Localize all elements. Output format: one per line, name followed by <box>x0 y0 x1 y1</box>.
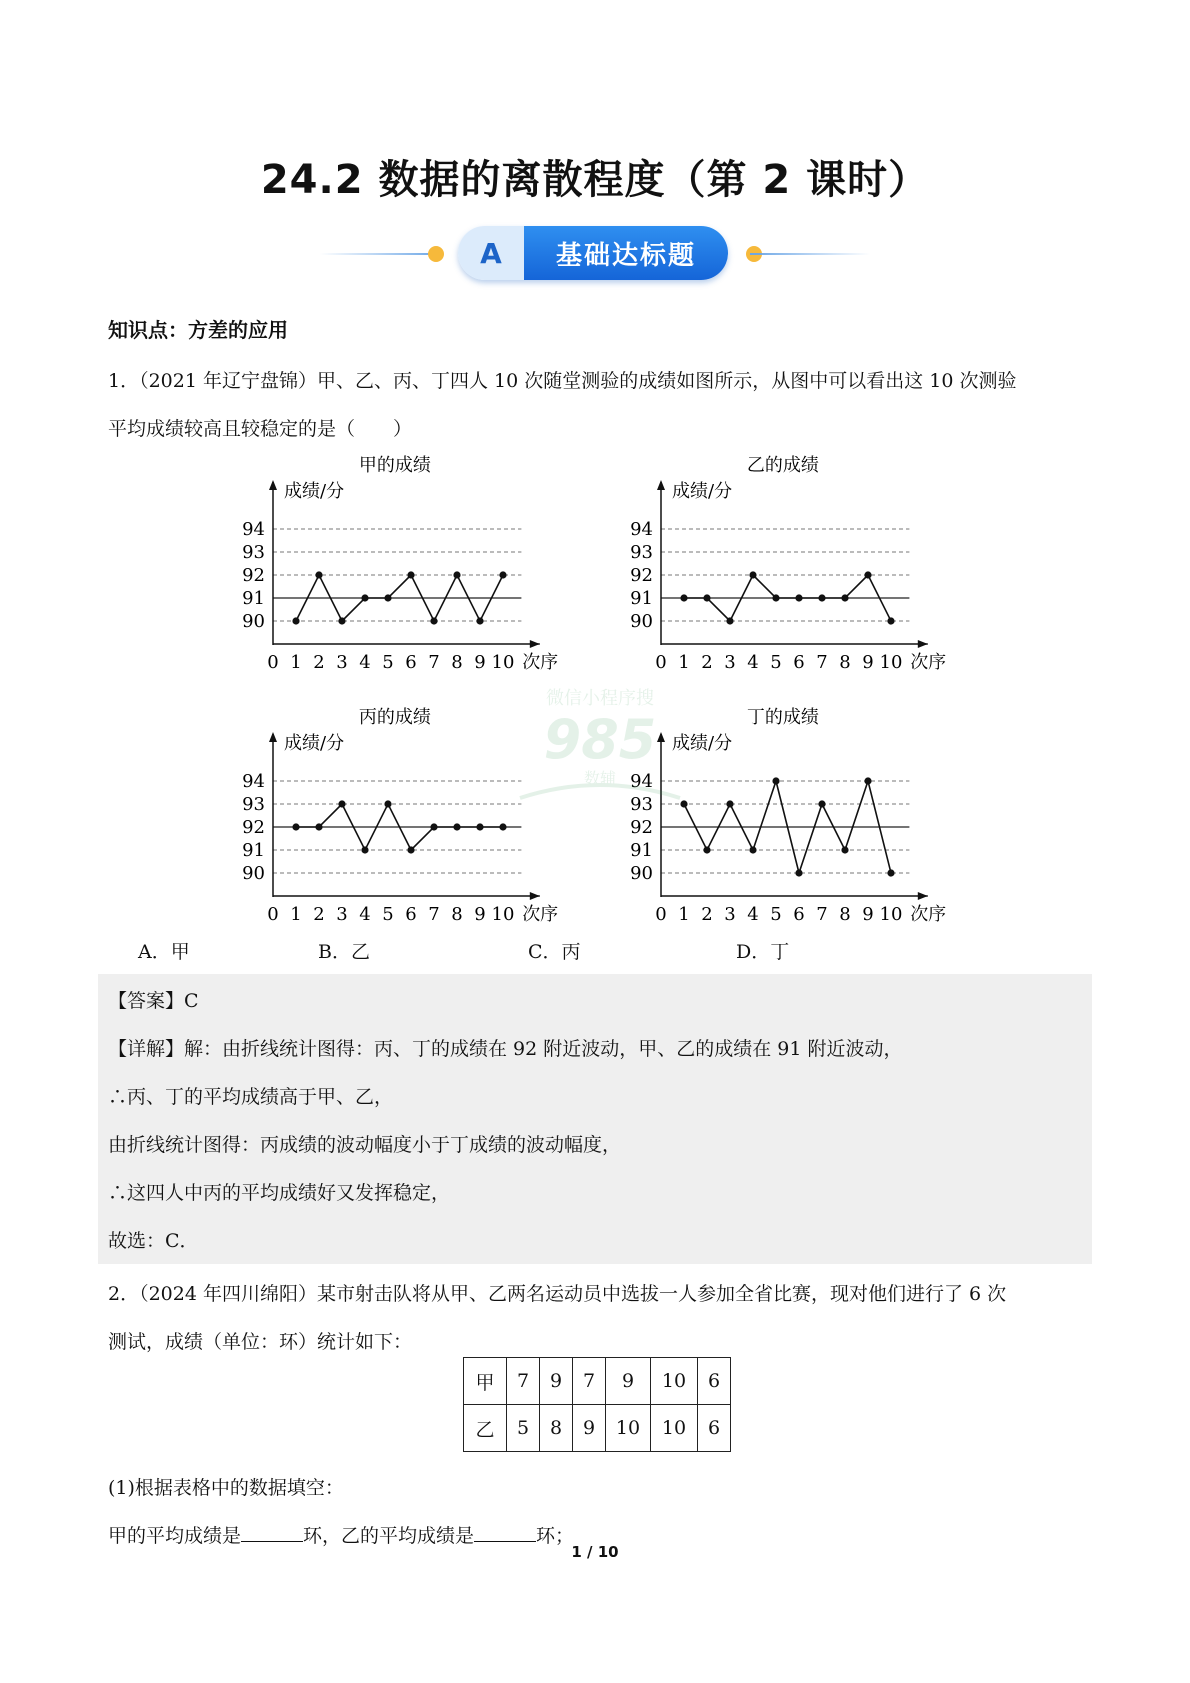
y-tick-label: 91 <box>630 840 653 861</box>
y-tick-label: 93 <box>630 794 653 815</box>
x-tick-label: 9 <box>862 904 874 925</box>
table-cell: 乙 <box>464 1405 507 1452</box>
x-axis-arrow-icon <box>530 640 540 648</box>
data-point <box>407 571 414 578</box>
chart-jia <box>240 452 580 684</box>
table-cell: 5 <box>507 1405 540 1452</box>
y-tick-label: 94 <box>242 519 265 540</box>
data-point <box>841 594 848 601</box>
y-tick-label: 94 <box>630 771 653 792</box>
x-tick-label: 8 <box>839 652 851 673</box>
question-1-options <box>0 937 1190 967</box>
table-cell: 9 <box>606 1358 651 1405</box>
data-point <box>795 594 802 601</box>
x-tick-label: 3 <box>724 904 736 925</box>
data-point <box>453 823 460 830</box>
x-tick-label: 0 <box>267 904 279 925</box>
x-tick-label: 8 <box>451 904 463 925</box>
x-tick-label: 5 <box>382 652 394 673</box>
x-axis-label: 次序 <box>522 652 559 673</box>
data-point <box>384 594 391 601</box>
data-point <box>680 594 687 601</box>
x-tick-label: 7 <box>428 652 440 673</box>
question-2-line-1: 2．（2024 年四川绵阳）某市射击队将从甲、乙两名运动员中选拔一人参加全省比赛，现对他们进行了 6 次 <box>108 1283 1007 1305</box>
data-point <box>818 594 825 601</box>
y-tick-label: 93 <box>242 542 265 563</box>
y-tick-label: 91 <box>630 588 653 609</box>
data-point <box>703 594 710 601</box>
data-point <box>749 571 756 578</box>
data-point <box>361 846 368 853</box>
x-tick-label: 8 <box>839 904 851 925</box>
banner-line-right <box>750 253 870 255</box>
x-tick-label: 3 <box>336 904 348 925</box>
explanation-line-1: 【详解】解：由折线统计图得：丙、丁的成绩在 92 附近波动，甲、乙的成绩在 91 附近波动， <box>108 1038 903 1060</box>
data-point <box>887 617 894 624</box>
y-tick-label: 90 <box>630 611 653 632</box>
chart-title: 丁的成绩 <box>746 707 819 728</box>
x-tick-label: 1 <box>678 904 690 925</box>
data-point <box>292 823 299 830</box>
y-axis-label: 成绩/分 <box>284 733 345 754</box>
table-cell: 6 <box>698 1405 731 1452</box>
table-row <box>464 1405 731 1452</box>
table-cell: 10 <box>606 1405 651 1452</box>
data-point <box>772 594 779 601</box>
x-tick-label: 3 <box>336 652 348 673</box>
watermark-line-1: 微信小程序搜 <box>546 688 654 709</box>
y-tick-label: 94 <box>630 519 653 540</box>
level-banner <box>310 222 880 284</box>
x-tick-label: 7 <box>816 652 828 673</box>
x-tick-label: 7 <box>428 904 440 925</box>
x-tick-label: 1 <box>290 652 302 673</box>
question-1-line-2: 平均成绩较高且较稳定的是（ ） <box>108 418 413 440</box>
chart-title: 丙的成绩 <box>358 707 431 728</box>
banner-label: 基础达标题 <box>524 226 728 280</box>
explanation-line-4: ∴这四人中丙的平均成绩好又发挥稳定， <box>108 1182 451 1204</box>
x-tick-label: 7 <box>816 904 828 925</box>
x-tick-label: 9 <box>862 652 874 673</box>
table-cell: 8 <box>540 1405 573 1452</box>
section-heading: 知识点：方差的应用 <box>108 318 288 342</box>
banner-badge: A <box>458 226 524 280</box>
data-point <box>476 823 483 830</box>
x-tick-label: 9 <box>474 904 486 925</box>
fill-text-a: 甲的平均成绩是 <box>108 1525 242 1547</box>
table-row <box>464 1358 731 1405</box>
banner-line-left <box>320 253 440 255</box>
data-point <box>315 571 322 578</box>
y-axis-label: 成绩/分 <box>284 481 345 502</box>
x-tick-label: 0 <box>655 652 667 673</box>
data-point <box>726 800 733 807</box>
score-table <box>463 1357 731 1452</box>
x-tick-label: 6 <box>405 904 417 925</box>
x-axis-arrow-icon <box>918 640 928 648</box>
data-point <box>292 617 299 624</box>
data-point <box>476 617 483 624</box>
option-a[interactable]: A．甲 <box>138 941 190 963</box>
x-axis-label: 次序 <box>910 904 947 925</box>
watermark-number: 985 <box>543 708 657 771</box>
data-point <box>703 846 710 853</box>
y-axis-arrow-icon <box>657 480 665 490</box>
option-d[interactable]: D．丁 <box>736 941 790 963</box>
data-point <box>818 800 825 807</box>
x-tick-label: 10 <box>879 904 903 925</box>
data-point <box>407 846 414 853</box>
x-tick-label: 6 <box>793 904 805 925</box>
y-tick-label: 90 <box>630 863 653 884</box>
y-tick-label: 93 <box>630 542 653 563</box>
banner-pill <box>458 226 728 280</box>
chart-bing <box>240 704 580 936</box>
data-point <box>453 571 460 578</box>
y-tick-label: 92 <box>630 565 653 586</box>
question-1-line-1: 1．（2021 年辽宁盘锦）甲、乙、丙、丁四人 10 次随堂测验的成绩如图所示，从图中可以看出这 10 次测验 <box>108 370 1017 392</box>
y-tick-label: 92 <box>242 565 265 586</box>
x-tick-label: 6 <box>793 652 805 673</box>
x-axis-label: 次序 <box>910 652 947 673</box>
x-tick-label: 1 <box>678 652 690 673</box>
data-point <box>384 800 391 807</box>
y-axis-arrow-icon <box>657 732 665 742</box>
x-tick-label: 10 <box>491 904 515 925</box>
x-tick-label: 2 <box>701 904 713 925</box>
data-point <box>430 617 437 624</box>
answer-blank-yi[interactable] <box>474 1523 536 1542</box>
x-tick-label: 0 <box>655 904 667 925</box>
x-tick-label: 8 <box>451 652 463 673</box>
data-point <box>841 846 848 853</box>
x-tick-label: 5 <box>770 652 782 673</box>
table-cell: 7 <box>573 1358 606 1405</box>
fill-text-b: 环，乙的平均成绩是 <box>303 1525 475 1547</box>
data-point <box>338 617 345 624</box>
x-tick-label: 2 <box>313 904 325 925</box>
explanation-line-5: 故选：C． <box>108 1230 199 1252</box>
x-tick-label: 5 <box>382 904 394 925</box>
answer-panel <box>98 974 1092 1264</box>
table-cell: 10 <box>651 1405 698 1452</box>
x-tick-label: 9 <box>474 652 486 673</box>
page-title: 24.2 数据的离散程度（第 2 课时） <box>260 157 930 203</box>
x-tick-label: 2 <box>313 652 325 673</box>
table-cell: 10 <box>651 1358 698 1405</box>
banner-dot-left <box>428 246 444 262</box>
chart-title: 甲的成绩 <box>358 455 431 476</box>
data-point <box>795 869 802 876</box>
x-tick-label: 4 <box>359 652 371 673</box>
question-2-sub-1: (1)根据表格中的数据填空： <box>108 1477 344 1499</box>
data-point <box>887 869 894 876</box>
y-tick-label: 91 <box>242 588 265 609</box>
chart-yi <box>628 452 968 684</box>
x-tick-label: 4 <box>359 904 371 925</box>
x-tick-label: 4 <box>747 904 759 925</box>
table-cell: 甲 <box>464 1358 507 1405</box>
data-point <box>864 571 871 578</box>
x-tick-label: 10 <box>879 652 903 673</box>
y-tick-label: 90 <box>242 863 265 884</box>
watermark-line-2: 数辅 <box>583 769 617 788</box>
table-cell: 6 <box>698 1358 731 1405</box>
option-b[interactable]: B．乙 <box>318 941 370 963</box>
y-axis-arrow-icon <box>269 480 277 490</box>
table-cell: 7 <box>507 1358 540 1405</box>
question-2-line-2: 测试，成绩（单位：环）统计如下： <box>108 1331 413 1353</box>
data-point <box>361 594 368 601</box>
data-point <box>680 800 687 807</box>
data-point <box>315 823 322 830</box>
x-tick-label: 10 <box>491 652 515 673</box>
option-c[interactable]: C．丙 <box>528 941 581 963</box>
x-tick-label: 2 <box>701 652 713 673</box>
y-axis-arrow-icon <box>269 732 277 742</box>
explanation-line-2: ∴丙、丁的平均成绩高于甲、乙， <box>108 1086 394 1108</box>
x-tick-label: 3 <box>724 652 736 673</box>
data-point <box>499 571 506 578</box>
table-cell: 9 <box>573 1405 606 1452</box>
data-point <box>338 800 345 807</box>
explanation-line-3: 由折线统计图得：丙成绩的波动幅度小于丁成绩的波动幅度， <box>108 1134 622 1156</box>
chart-title: 乙的成绩 <box>746 455 819 476</box>
data-point <box>772 777 779 784</box>
data-point <box>430 823 437 830</box>
y-tick-label: 92 <box>242 817 265 838</box>
y-tick-label: 91 <box>242 840 265 861</box>
data-point <box>726 617 733 624</box>
data-point <box>499 823 506 830</box>
y-tick-label: 90 <box>242 611 265 632</box>
y-tick-label: 94 <box>242 771 265 792</box>
y-tick-label: 92 <box>630 817 653 838</box>
y-axis-label: 成绩/分 <box>672 481 733 502</box>
y-axis-label: 成绩/分 <box>672 733 733 754</box>
page-number: 1 / 10 <box>571 1543 619 1561</box>
y-tick-label: 93 <box>242 794 265 815</box>
table-cell: 9 <box>540 1358 573 1405</box>
x-tick-label: 0 <box>267 652 279 673</box>
x-axis-arrow-icon <box>530 892 540 900</box>
x-axis-label: 次序 <box>522 904 559 925</box>
fill-text-c: 环； <box>536 1525 575 1547</box>
data-point <box>864 777 871 784</box>
x-tick-label: 6 <box>405 652 417 673</box>
x-axis-arrow-icon <box>918 892 928 900</box>
x-tick-label: 5 <box>770 904 782 925</box>
x-tick-label: 4 <box>747 652 759 673</box>
chart-ding <box>628 704 968 936</box>
answer-line: 【答案】C <box>108 990 199 1012</box>
x-tick-label: 1 <box>290 904 302 925</box>
data-point <box>749 846 756 853</box>
answer-blank-jia[interactable] <box>241 1523 303 1542</box>
